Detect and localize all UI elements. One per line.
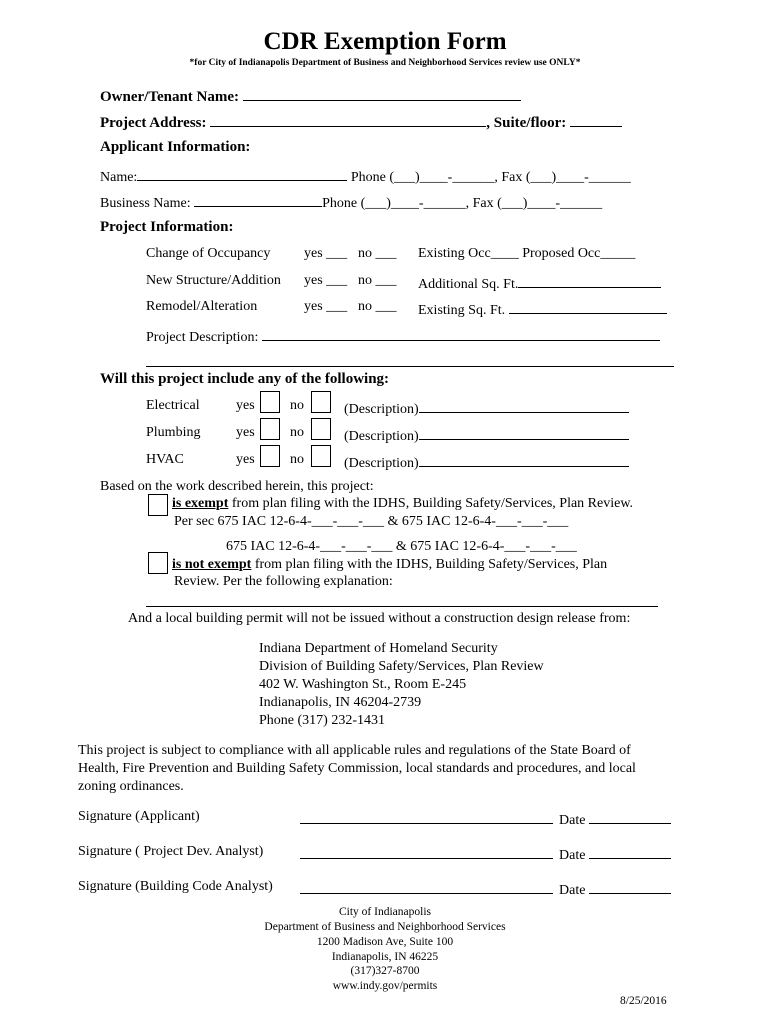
project-row-label: Remodel/Alteration — [146, 299, 258, 314]
project-row-no[interactable]: no ___ — [358, 246, 397, 261]
signature-label: Signature (Building Code Analyst) — [78, 879, 273, 894]
include-yes-label: yes — [236, 452, 255, 467]
additional-sqft-field[interactable] — [518, 273, 661, 288]
signature-label: Signature ( Project Dev. Analyst) — [78, 844, 264, 859]
include-description-field[interactable] — [419, 452, 629, 467]
signature-field[interactable] — [300, 893, 553, 894]
revision-date: 8/25/2016 — [620, 995, 667, 1007]
additional-sqft-label: Additional Sq. Ft. — [418, 277, 519, 292]
include-description-label: (Description) — [344, 402, 419, 417]
owner-tenant-label: Owner/Tenant Name: — [100, 89, 240, 105]
existing-sqft-label: Existing Sq. Ft. — [418, 303, 506, 318]
is-not-exempt-checkbox[interactable] — [148, 552, 168, 574]
include-no-checkbox[interactable] — [311, 391, 331, 413]
date-label: Date — [559, 813, 586, 828]
is-not-exempt-text: from plan filing with the IDHS, Building Safety/Services, Plan — [251, 557, 608, 572]
footer-website: www.indy.gov/permits — [332, 980, 438, 992]
release-note: And a local building permit will not be issued without a construction design release from: — [128, 611, 631, 626]
include-item-label: HVAC — [146, 452, 184, 467]
owner-tenant-row — [100, 86, 521, 106]
project-row-no[interactable]: no ___ — [358, 273, 397, 288]
project-info-heading: Project Information: — [100, 219, 234, 235]
date-field[interactable] — [589, 844, 671, 859]
date-row — [559, 879, 671, 899]
applicant-phone-fax[interactable]: Phone (___)____-______, Fax (___)____-______ — [350, 170, 631, 185]
include-no-label: no — [290, 452, 304, 467]
include-yes-label: yes — [236, 398, 255, 413]
review-explanation: Review. Per the following explanation: — [174, 574, 393, 589]
footer-line: Department of Business and Neighborhood Services — [264, 921, 506, 933]
date-row — [559, 809, 671, 829]
project-row-yes[interactable]: yes ___ — [304, 246, 348, 261]
existing-sqft-row — [418, 299, 667, 319]
is-exempt-iac-section[interactable]: Per sec 675 IAC 12-6-4-___-___-___ & 675 IAC 12-6-4-___-___-___ — [174, 514, 569, 529]
business-name-row — [100, 192, 602, 212]
footer-line: 1200 Madison Ave, Suite 100 — [316, 936, 454, 948]
compliance-text-line: Health, Fire Prevention and Building Safety Commission, local standards and procedures, and local — [78, 761, 636, 776]
project-row-no[interactable]: no ___ — [358, 299, 397, 314]
footer-line: (317)327-8700 — [350, 965, 420, 977]
exemption-intro: Based on the work described herein, this project: — [100, 479, 374, 494]
is-exempt-checkbox[interactable] — [148, 494, 168, 516]
include-description-field[interactable] — [419, 398, 629, 413]
include-item-label: Plumbing — [146, 425, 201, 440]
include-item-label: Electrical — [146, 398, 200, 413]
form-subtitle: *for City of Indianapolis Department of Business and Neighborhood Services review use ONLY* — [189, 58, 581, 68]
is-exempt-label: is exempt — [172, 496, 229, 511]
project-description-line-2[interactable] — [146, 366, 674, 367]
date-field[interactable] — [589, 879, 671, 894]
applicant-heading: Applicant Information: — [100, 139, 251, 155]
signature-field[interactable] — [300, 823, 553, 824]
include-description-field[interactable] — [419, 425, 629, 440]
compliance-text-line: This project is subject to compliance with all applicable rules and regulations of the State Board of — [78, 743, 631, 758]
suite-floor-field[interactable] — [570, 112, 622, 127]
date-label: Date — [559, 848, 586, 863]
business-phone-fax[interactable]: Phone (___)____-______, Fax (___)____-______ — [322, 196, 603, 211]
suite-floor-label: , Suite/floor: — [486, 115, 567, 131]
project-address-field[interactable] — [210, 112, 486, 127]
include-no-label: no — [290, 425, 304, 440]
is-exempt-row — [172, 496, 633, 512]
signature-field[interactable] — [300, 858, 553, 859]
compliance-text-line: zoning ordinances. — [78, 779, 184, 794]
project-row-yes[interactable]: yes ___ — [304, 299, 348, 314]
is-exempt-text: from plan filing with the IDHS, Building Safety/Services, Plan Review. — [228, 496, 634, 511]
project-description-field[interactable] — [262, 326, 660, 341]
include-description-row — [344, 452, 629, 472]
applicant-name-label: Name: — [100, 170, 138, 185]
form-title: CDR Exemption Form — [263, 28, 507, 55]
include-yes-label: yes — [236, 425, 255, 440]
footer-line: City of Indianapolis — [339, 906, 431, 918]
is-not-exempt-row — [172, 557, 607, 573]
project-description-row — [146, 326, 660, 346]
include-no-checkbox[interactable] — [311, 418, 331, 440]
occupancy-existing-proposed[interactable]: Existing Occ____ Proposed Occ_____ — [418, 246, 636, 261]
project-row-yes[interactable]: yes ___ — [304, 273, 348, 288]
include-description-label: (Description) — [344, 456, 419, 471]
include-description-label: (Description) — [344, 429, 419, 444]
idhs-address-line: Indianapolis, IN 46204-2739 — [259, 695, 422, 710]
project-address-label: Project Address: — [100, 115, 207, 131]
include-no-label: no — [290, 398, 304, 413]
idhs-address-line: Phone (317) 232-1431 — [259, 713, 385, 728]
project-row-label: New Structure/Addition — [146, 273, 281, 288]
is-not-exempt-label: is not exempt — [172, 557, 252, 572]
date-row — [559, 844, 671, 864]
business-name-label: Business Name: — [100, 196, 191, 211]
include-yes-checkbox[interactable] — [260, 418, 280, 440]
additional-sqft-row — [418, 273, 661, 293]
include-heading: Will this project include any of the following: — [100, 371, 390, 387]
include-yes-checkbox[interactable] — [260, 445, 280, 467]
idhs-address-line: Indiana Department of Homeland Security — [259, 641, 498, 656]
project-description-label: Project Description: — [146, 330, 259, 345]
applicant-name-field[interactable] — [137, 166, 347, 181]
project-address-row — [100, 112, 622, 132]
not-exempt-iac-section[interactable]: 675 IAC 12-6-4-___-___-___ & 675 IAC 12-6-4-___-___-___ — [226, 539, 577, 554]
applicant-name-row — [100, 166, 631, 186]
owner-tenant-field[interactable] — [243, 86, 521, 101]
footer-line: Indianapolis, IN 46225 — [331, 951, 439, 963]
include-description-row — [344, 425, 629, 445]
date-label: Date — [559, 883, 586, 898]
idhs-address-line: Division of Building Safety/Services, Plan Review — [259, 659, 544, 674]
signature-label: Signature (Applicant) — [78, 809, 200, 824]
business-name-field[interactable] — [194, 192, 322, 207]
idhs-address-line: 402 W. Washington St., Room E-245 — [259, 677, 467, 692]
project-row-label: Change of Occupancy — [146, 246, 271, 261]
existing-sqft-field[interactable] — [509, 299, 667, 314]
include-description-row — [344, 398, 629, 418]
date-field[interactable] — [589, 809, 671, 824]
include-no-checkbox[interactable] — [311, 445, 331, 467]
include-yes-checkbox[interactable] — [260, 391, 280, 413]
explanation-field[interactable] — [146, 606, 658, 607]
